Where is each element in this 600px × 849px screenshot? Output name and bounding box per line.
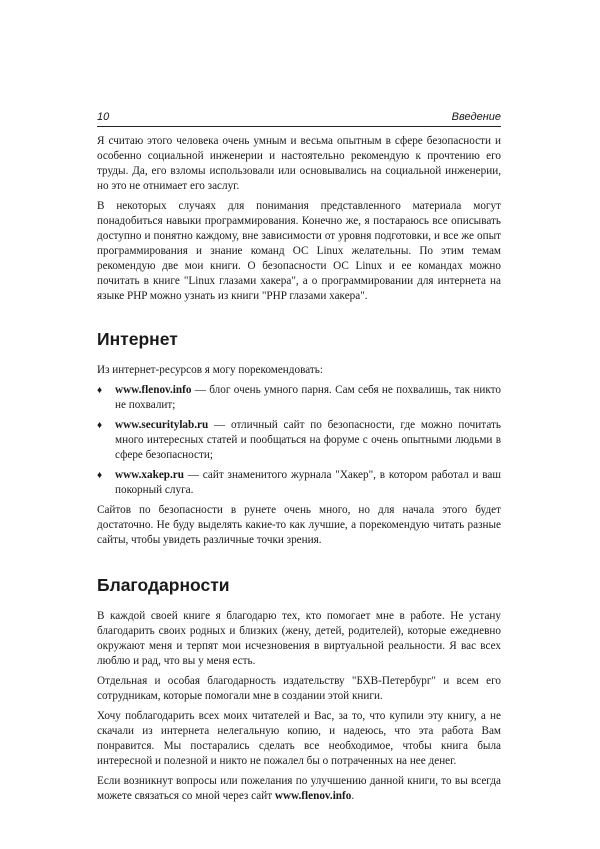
thanks-paragraph-1: В каждой своей книге я благодарю тех, кто помогает мне в работе. Не устану благодарить своих родных и близких (жену, детей, родителей), которые ежедневно окружают меня и терпят мои исчезновения в виртуальной реальности. Я вас всех люблю и рад, что вы у меня есть. (97, 610, 501, 667)
page-number: 10 (97, 111, 110, 123)
thanks-paragraph-2: Отдельная и особая благодарность издательству "БХВ-Петербург" и всем его сотрудникам, которые помогали мне в создании этой книги. (97, 675, 501, 702)
resource-description: — сайт знаменитого журнала "Хакер", в котором работал и ваш покорный слуга. (115, 469, 501, 496)
resource-site-link[interactable]: www.flenov.info (115, 384, 192, 396)
resource-list (97, 383, 501, 498)
resource-item (97, 383, 501, 413)
resource-description: — блог очень умного парня. Сам себя не похвалишь, так никто не похвалит; (115, 384, 501, 411)
bullet-diamond-icon: ♦ (97, 385, 103, 396)
bullet-diamond-icon: ♦ (97, 420, 103, 431)
internet-closing-paragraph: Сайтов по безопасности в рунете очень много, но для начала этого будет достаточно. Не буду выделять какие-то как лучшие, а порекомендую читать разные сайты, чтобы увидеть различные точки зрения. (97, 504, 501, 546)
section-heading-internet: Интернет (97, 329, 178, 349)
resource-site-link[interactable]: www.securitylab.ru (115, 419, 209, 431)
internet-lead: Из интернет-ресурсов я могу порекомендовать: (97, 364, 323, 376)
contact-text: Если возникнут вопросы или пожелания по улучшению данной книги, то вы всегда можете связаться со мной через сайт (97, 775, 501, 802)
bullet-diamond-icon: ♦ (97, 470, 103, 481)
resource-item (97, 468, 501, 498)
thanks-paragraph-4 (97, 774, 501, 804)
section-heading-thanks: Благодарности (97, 575, 230, 595)
intro-paragraph-1: Я считаю этого человека очень умным и весьма опытным в сфере безопасности и особенно социальной инженерии и настоятельно рекомендую к прочтению его труды. Да, его взломы использовали или основывались на социальной инженерии, но это не отнимает его заслуг. (97, 135, 501, 192)
resource-site-link[interactable]: www.xakep.ru (115, 469, 184, 481)
resource-description: — отличный сайт по безопасности, где можно почитать много интересных статей и пообщаться на форуме с очень опытными людьми в сфере безопасности; (115, 419, 501, 461)
contact-site-link[interactable]: www.flenov.info (274, 790, 352, 802)
resource-item (97, 418, 501, 463)
chapter-title: Введение (451, 111, 501, 123)
thanks-paragraph-3: Хочу поблагодарить всех моих читателей и Вас, за то, что купили эту книгу, а не скачали из интернета нелегальную копию, и надеюсь, что эта работа Вам понравится. Мы постарались сделать все необходимое, чтобы книга была интересной и полезной и никто не пожалел бы о потраченных на нее денег. (97, 710, 501, 767)
contact-end: . (351, 790, 355, 802)
page-content (97, 134, 501, 809)
header-rule (97, 126, 501, 127)
running-header (97, 110, 501, 124)
intro-paragraph-2: В некоторых случаях для понимания представленного материала могут понадобиться навыки программирования. Конечно же, я постараюсь все описывать доступно и понятно каждому, вне зависимости от уровня подготовки, и все же опыт программирования и знание команд ОС Linux желательны. По этим темам рекомендую две мои книги. О безопасности ОС Linux и ее командах можно почитать в книге "Linux глазами хакера", а о программировании для интернета на языке PHP можно узнать из книги "PHP глазами хакера". (97, 200, 501, 302)
